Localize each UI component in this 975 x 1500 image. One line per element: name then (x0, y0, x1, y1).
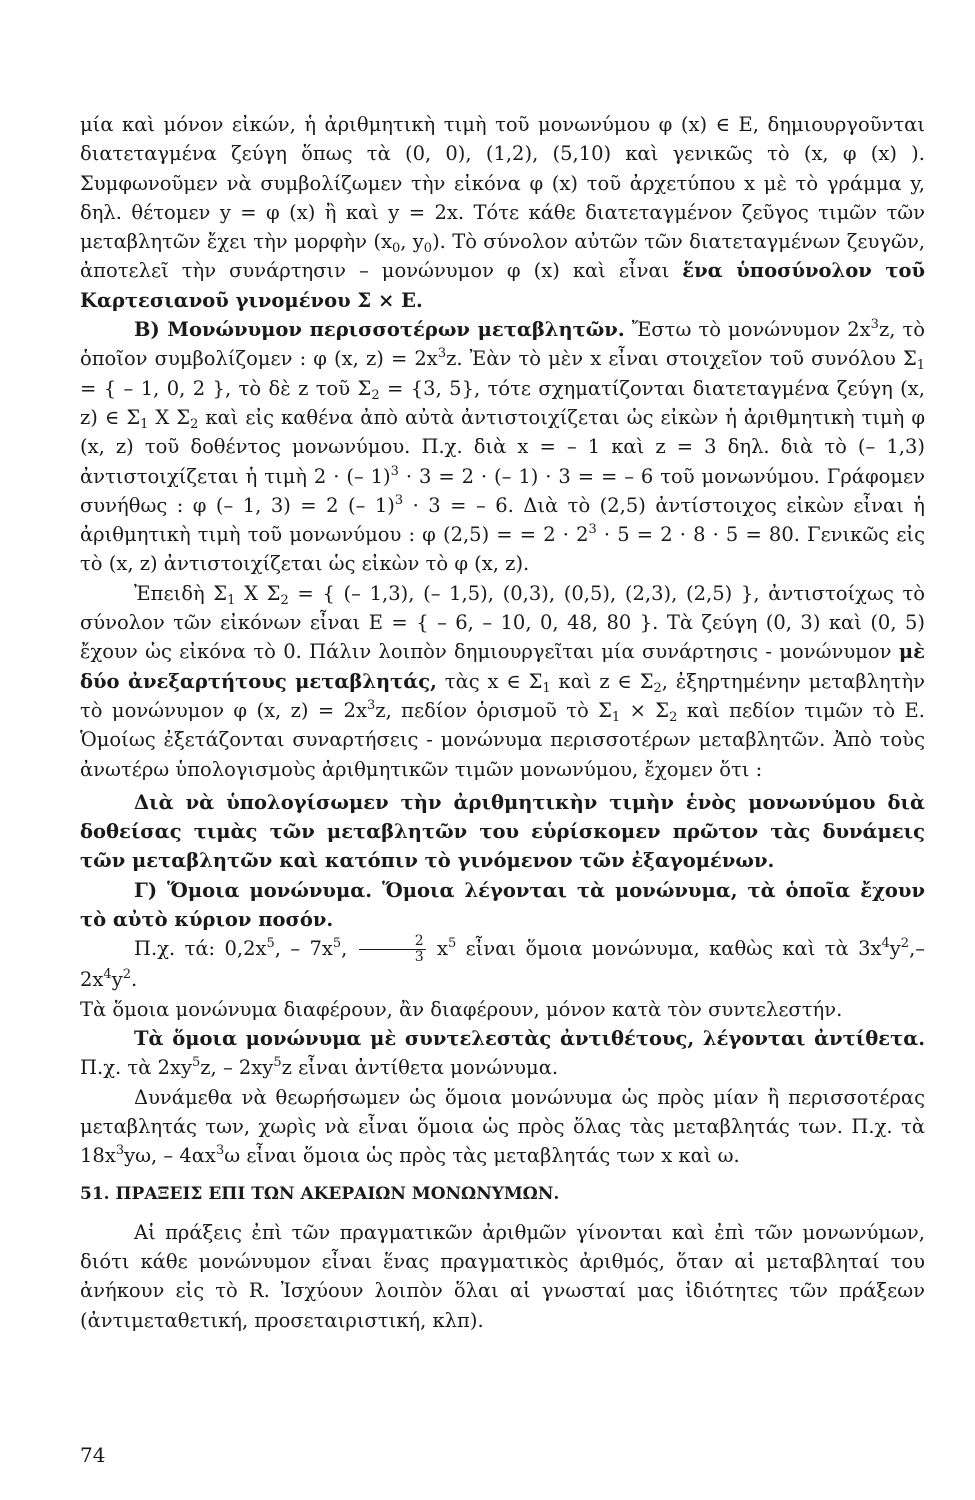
text-run: z, πεδίον ὁρισμοῦ τὸ Σ (375, 698, 612, 722)
subscript: 2 (280, 592, 289, 608)
text-run: · 5 = 2 · 8 · 5 = 80. Γενικῶς εἰς τὸ (x, z) ἀντιστοιχίζεται ὡς εἰκὼν τὸ φ (x, z). (80, 523, 925, 576)
text-run: , (341, 937, 357, 961)
paragraph-4-rule (80, 788, 925, 876)
superscript: 3 (367, 697, 376, 713)
text-run: Χ Σ (148, 405, 191, 429)
superscript: 3 (215, 1143, 225, 1159)
text-run: Π.χ. τὰ 2xy (80, 1056, 192, 1080)
superscript: 5 (332, 936, 342, 952)
paragraph-8 (80, 1024, 925, 1083)
text-run: · 3 = 2 · (– 1) · 3 = = – 6 τοῦ μονωνύμου. Γράφομεν συνήθως : φ (– 1, 3) = 2 (– 1) (80, 464, 925, 517)
paragraph-10: Αἱ πράξεις ἐπὶ τῶν πραγματικῶν ἀριθμῶν γίνονται καὶ ἐπὶ τῶν μονωνύμων, διότι κάθε μονώνυμον εἶναι ἕνας πραγματικὸς ἀριθμός, ὅταν αἱ μεταβληταί του ἀνήκουν εἰς τὸ R. Ἰσχύουν λοιπὸν ὅλαι αἱ γνωσταί μας ἰδιότητες τῶν πράξεων (ἀντιμεταθετική, προσεταιριστική, κλπ). (80, 1220, 925, 1332)
subscript: 1 (542, 680, 551, 696)
text-run: καὶ εἰς καθένα ἀπὸ αὐτὰ ἀντιστοιχίζεται ὡς εἰκὼν ἡ ἀριθμητικὴ τιμὴ φ (x, z) τοῦ δοθέντος μονωνύμου. Π.χ. διὰ x = – 1 καὶ z = 3 δηλ. διὰ τὸ (– 1,3) ἀντιστοιχίζεται ἡ τιμὴ 2 · (– 1) (80, 405, 926, 488)
subscript: 1 (916, 358, 926, 374)
subscript: 2 (371, 387, 380, 403)
subscript: 0 (423, 241, 433, 257)
superscript: 3 (870, 317, 879, 333)
text-run: μία καὶ μόνον εἰκών, ἡ ἀριθμητικὴ τιμὴ τοῦ μονωνύμου φ (x) ∈ Ε, δημιουργοῦνται διατεταγμένα ζεύγη ὅπως τὰ (0, 0), (1,2), (5,10) καὶ γενικῶς τὸ (x, φ (x) ). Συμφωνοῦμεν νὰ συμβολίζωμεν τὴν εἰκόνα φ (x) τοῦ ἀρχετύπου x μὲ τὸ γράμμα y, δηλ. θέτομεν y = φ (x) ἢ καὶ y = 2x. Τότε κάθε διατεταγμένον ζεῦγος τιμῶν τῶν μεταβλητῶν ἔχει τὴν μορφὴν (x (80, 113, 925, 254)
text-run: , – 7x (274, 937, 333, 961)
text-run: Χ Σ (235, 581, 281, 605)
paragraph-1 (80, 110, 925, 315)
fraction-numerator: 2 (359, 934, 426, 950)
text-run: Δυνάμεθα νὰ θεωρήσωμεν ὡς ὅμοια μονώνυμα ὡς πρὸς μίαν ἢ περισσοτέρας μεταβλητάς των, χωρὶς νὰ εἶναι ὅμοια ὡς πρὸς ὅλας τὰς μεταβλητάς των. Π.χ. τὰ 18x (80, 1085, 925, 1168)
text-run: z εἶναι ἀντίθετα μονώνυμα. (281, 1056, 559, 1080)
superscript: 2 (900, 936, 910, 952)
paragraph-5 (80, 876, 925, 935)
subscript: 1 (611, 709, 621, 725)
text-run: = {3, 5}, τότε σχηματίζονται διατεταγμένα ζεύγη (x, z) ∈ Σ (80, 376, 925, 429)
text-run: , y (400, 230, 424, 254)
superscript: 5 (273, 1055, 282, 1071)
text-run: ). Τὸ σύνολον αὐτῶν τῶν διατεταγμένων ζευγῶν, ἀποτελεῖ τὴν συνάρτησιν – μονώνυμον φ (x) καὶ εἶναι (80, 230, 925, 283)
subscript: 0 (391, 241, 401, 257)
text-run: y (889, 937, 901, 961)
superscript: 3 (115, 1143, 125, 1159)
superscript: 5 (192, 1055, 201, 1071)
subscript: 1 (227, 592, 236, 608)
paragraph-3 (80, 579, 925, 784)
text-run: = { – 1, 0, 2 }, τὸ δὲ z τοῦ Σ (80, 376, 372, 400)
text-run: = { (– 1,3), (– 1,5), (0,3), (0,5), (2,3), (2,5) }, ἀντιστοίχως τὸ σύνολον τῶν εἰκόνων εἶναι Ε = { – 6, – 10, 0, 48, 80 }. Τὰ ζεύγη (0, 3) καὶ (0, 5) ἔχουν ὡς εἰκόνα τὸ 0. Πάλιν λοιπὸν δημιουργεῖται μία συνάρτησις - μονώνυμον (80, 581, 926, 664)
body-text (80, 110, 925, 1335)
subsection-title: Β) Μονώνυμον περισσοτέρων μεταβλητῶν. (134, 318, 625, 342)
text-run: z, τὸ ὁποῖον συμβολίζομεν : φ (x, z) = 2x (80, 318, 926, 371)
superscript: 3 (588, 522, 597, 538)
superscript: 3 (437, 346, 447, 362)
superscript: 2 (122, 967, 131, 983)
bold-rule: Διὰ νὰ ὑπολογίσωμεν τὴν ἀριθμητικὴν τιμὴν ἑνὸς μονωνύμου διὰ δοθείσας τιμὰς τῶν μεταβλητῶν του εὑρίσκομεν πρῶτον τὰς δυνάμεις τῶν μεταβλητῶν καὶ κατόπιν τὸ γινόμενον τῶν ἐξαγομένων. (80, 790, 925, 873)
text-run: z. Ἐὰν τὸ μὲν x εἶναι στοιχεῖον τοῦ συνόλου Σ (446, 347, 917, 371)
text-run: ω εἶναι ὅμοια ὡς πρὸς τὰς μεταβλητάς των x καὶ ω. (224, 1144, 740, 1168)
subsection-title: Γ) Ὅμοια μονώνυμα. Ὅμοια λέγονται τὰ μονώνυμα, τὰ ὁποῖα ἔχουν τὸ αὐτὸ κύριον ποσόν. (80, 878, 925, 932)
text-run: x (427, 937, 449, 961)
text-run: καὶ πεδίον τιμῶν τὸ Ε. Ὁμοίως ἐξετάζονται συναρτήσεις - μονώνυμα περισσοτέρων μεταβλητῶν. Ἀπὸ τοὺς ἀνωτέρω ὑπολογισμοὺς ἀριθμητικῶν τιμῶν μονωνύμου, ἔχομεν ὅτι : (80, 698, 925, 781)
page-number: 74 (80, 1443, 106, 1467)
text-run: Ἔστω τὸ μονώνυμον 2x (624, 318, 871, 342)
text-run: z, – 2xy (200, 1056, 274, 1080)
section-heading: 51. ΠΡΑΞΕΙΣ ΕΠΙ ΤΩΝ ΑΚΕΡΑΙΩΝ ΜΟΝΩΝΥΜΩΝ. (80, 1184, 560, 1205)
paragraph-2 (80, 315, 925, 579)
bold-text: ἕνα ὑποσύνολον τοῦ Καρτεσιανοῦ γινομένου Σ × Ε. (80, 259, 925, 312)
text-run: yω, – 4αx (124, 1144, 216, 1168)
text-run: Π.χ. τά: 0,2x (134, 937, 267, 961)
text-run: Ἐπειδὴ Σ (134, 581, 228, 605)
superscript: 5 (266, 936, 275, 952)
text-run: · 3 = – 6. Διὰ τὸ (2,5) ἀντίστοιχος εἰκὼν εἶναι ἡ ἀριθμητικὴ τιμὴ τοῦ μονωνύμου : φ (2,5) = = 2 · 2 (80, 493, 925, 547)
text-run: . (131, 968, 138, 992)
text-run: y (111, 968, 123, 992)
subscript: 2 (669, 709, 678, 725)
text-run: × Σ (620, 698, 670, 722)
text-run: εἶναι ὅμοια μονώνυμα, καθὼς καὶ τὰ 3x (456, 937, 882, 961)
superscript: 5 (448, 936, 457, 952)
fraction (359, 934, 426, 965)
subscript: 2 (190, 416, 199, 432)
subscript: 1 (140, 416, 149, 432)
paragraph-6 (80, 934, 925, 994)
superscript: 4 (103, 967, 112, 983)
superscript: 3 (390, 463, 399, 479)
superscript: 4 (881, 936, 890, 952)
subscript: 2 (653, 680, 662, 696)
fraction-denominator: 3 (414, 949, 424, 966)
paragraph-7: Τὰ ὅμοια μονώνυμα διαφέρουν, ἂν διαφέρουν, μόνον κατὰ τὸν συντελεστήν. (80, 997, 843, 1021)
paragraph-9 (80, 1083, 925, 1171)
bold-text: Τὰ ὅμοια μονώνυμα μὲ συντελεστὰς ἀντιθέτους, λέγονται ἀντίθετα. (134, 1026, 925, 1050)
text-run: ,–2x (80, 937, 926, 992)
superscript: 3 (394, 492, 404, 508)
bold-text: μὲ δύο ἀνεξαρτήτους μεταβλητάς, (80, 640, 925, 693)
text-run: , ἐξηρτημένην μεταβλητὴν τὸ μονώνυμον φ (x, z) = 2x (80, 669, 925, 722)
text-run: τὰς x ∈ Σ (436, 669, 543, 693)
text-run: καὶ z ∈ Σ (550, 669, 654, 693)
